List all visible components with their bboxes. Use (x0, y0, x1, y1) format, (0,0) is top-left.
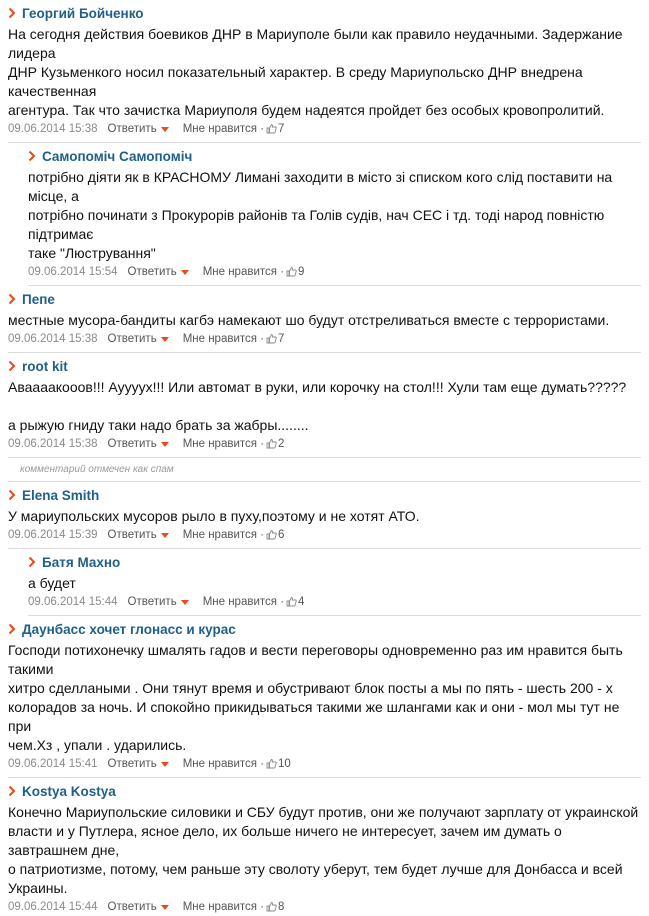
like-button[interactable]: Мне нравится · (182, 438, 265, 450)
reply-dropdown-icon[interactable] (161, 905, 169, 910)
comment (0, 616, 649, 778)
spam-notice: комментарий отмечен как спам (20, 464, 174, 475)
comment-reply (0, 549, 649, 616)
comment-date: 09.06.2014 15:38 (8, 123, 98, 135)
comment-body (28, 166, 641, 263)
comment-author[interactable]: Пепе (22, 291, 55, 307)
comment-body (8, 23, 641, 120)
comment (0, 353, 649, 458)
comment-meta (8, 120, 641, 138)
comment-line: На сегодня действия боевиков ДНР в Мариуполе были как правило неудачными. Задержание лидера (8, 26, 623, 61)
reply-dropdown-icon[interactable] (161, 762, 169, 767)
thumbs-up-icon[interactable] (266, 438, 277, 452)
comment-line: ДНР Кузьменкого носил показательный характер. В среду Мариупольско ДНР внедрена качественная (8, 64, 583, 99)
comment-meta (8, 526, 641, 544)
comment-line: а будет (28, 575, 76, 591)
comment (0, 778, 649, 916)
thumbs-up-icon[interactable] (266, 333, 277, 347)
comment-date: 09.06.2014 15:44 (28, 596, 118, 608)
comment-line: о патриотизме, потому, чем раньше эту сволоту уберут, тем будет лучше для Донбасса и всей (8, 861, 623, 877)
reply-dropdown-icon[interactable] (161, 442, 169, 447)
comment (0, 0, 649, 143)
comment-body (8, 639, 641, 755)
reply-button[interactable]: Ответить (107, 529, 157, 541)
reply-button[interactable]: Ответить (107, 123, 157, 135)
reply-dropdown-icon[interactable] (161, 127, 169, 132)
comment-body (8, 801, 641, 898)
like-button[interactable]: Мне нравится · (182, 123, 265, 135)
comment-line: Аваааакооов!!! Ауууух!!! Или автомат в руки, или корочку на стол!!! Хули там еще думать????? (8, 379, 627, 395)
thumbs-up-icon[interactable] (266, 901, 277, 915)
comment-line: Конечно Мариупольские силовики и СБУ будут против, они же получают зарплату от украинской (8, 804, 639, 820)
thumbs-up-icon[interactable] (286, 266, 297, 280)
comment-meta (8, 755, 641, 773)
like-button[interactable]: Мне нравится · (182, 529, 265, 541)
like-count: 7 (278, 333, 285, 345)
comment-date: 09.06.2014 15:38 (8, 438, 98, 450)
comment-line: У мариупольских мусоров рыло в пуху,поэтому и не хотят АТО. (8, 508, 420, 524)
like-button[interactable]: Мне нравится · (182, 758, 265, 770)
thumbs-up-icon[interactable] (266, 123, 277, 137)
comment (0, 286, 649, 353)
chevron-right-icon (28, 149, 38, 163)
comment-author[interactable]: Батя Махно (42, 554, 121, 570)
chevron-right-icon (8, 292, 18, 306)
divider (8, 457, 641, 458)
thumbs-up-icon[interactable] (266, 758, 277, 772)
comment-date: 09.06.2014 15:41 (8, 758, 98, 770)
like-button[interactable]: Мне нравится · (202, 596, 285, 608)
comment-body (8, 309, 641, 330)
reply-button[interactable]: Ответить (107, 901, 157, 913)
like-button[interactable]: Мне нравится · (182, 333, 265, 345)
reply-button[interactable]: Ответить (127, 596, 177, 608)
comment-line: хитро сделлаными . Они тянут время и обустривают блок посты а мы по пять - шесть 200 - х (8, 680, 613, 696)
reply-dropdown-icon[interactable] (161, 533, 169, 538)
like-count: 9 (298, 266, 305, 278)
comment-line: потрібно діяти як в КРАСНОМУ Лимані заходити в місто зі списком кого слід поставити на місце, а (28, 169, 613, 204)
chevron-right-icon (8, 6, 18, 20)
like-count: 4 (298, 596, 305, 608)
comment-meta (28, 263, 641, 281)
comment-meta (8, 898, 641, 916)
reply-button[interactable]: Ответить (107, 758, 157, 770)
comment-author[interactable]: Elena Smith (22, 487, 100, 503)
like-button[interactable]: Мне нравится · (182, 901, 265, 913)
comment-line: агентура. Так что зачистка Мариуполя будем надеятся пройдет без особых кровопролитий. (8, 102, 605, 118)
comment-author[interactable]: Самопоміч Самопоміч (42, 148, 193, 164)
reply-button[interactable]: Ответить (107, 438, 157, 450)
comment-line: чем.Хз , упали . ударились. (8, 737, 187, 753)
reply-dropdown-icon[interactable] (181, 270, 189, 275)
comment-author[interactable]: Kostya Kostya (22, 783, 116, 799)
comment-meta (28, 593, 641, 611)
comment-line: Украины. (8, 880, 68, 896)
comment-line: колорадов за ночь. И спокойно прикидываться такими же шлангами как и они - мол мы тут не при (8, 699, 620, 734)
chevron-right-icon (8, 488, 18, 502)
comment-body (8, 505, 641, 526)
comment-line: местные мусора-бандиты кагбэ намекают шо будут отстреливаться вместе с террористами. (8, 312, 610, 328)
comment-line: потрібно починати з Прокурорів районів та Голів судів, нач СЕС і тд. тоді народ повністю підтримає (28, 207, 605, 242)
thumbs-up-icon[interactable] (286, 596, 297, 610)
comment-line: а рыжую гниду таки надо брать за жабры........ (8, 417, 309, 433)
comment-meta (8, 435, 641, 453)
chevron-right-icon (8, 359, 18, 373)
reply-button[interactable]: Ответить (127, 266, 177, 278)
reply-dropdown-icon[interactable] (181, 600, 189, 605)
reply-button[interactable]: Ответить (107, 333, 157, 345)
comment-line: Господи потихонечку шмалять гадов и вести переговоры одновременно раз им нравится быть такими (8, 642, 623, 677)
comment-date: 09.06.2014 15:39 (8, 529, 98, 541)
comment-date: 09.06.2014 15:38 (8, 333, 98, 345)
comment-body (8, 376, 641, 435)
comment-body (28, 572, 641, 593)
like-count: 8 (278, 901, 285, 913)
chevron-right-icon (8, 622, 18, 636)
comment-date: 09.06.2014 15:54 (28, 266, 118, 278)
comment-reply (0, 143, 649, 286)
comment-line: власти и у Путлера, ясное дело, их больше ничего не интересует, зачем им думать о завтрашнем дне, (8, 823, 562, 858)
comment-line (8, 397, 641, 416)
comment (0, 482, 649, 549)
thumbs-up-icon[interactable] (266, 529, 277, 543)
like-button[interactable]: Мне нравится · (202, 266, 285, 278)
chevron-right-icon (28, 555, 38, 569)
comment-line: таке "Люстрування" (28, 245, 156, 261)
chevron-right-icon (8, 784, 18, 798)
comment-author[interactable]: Георгий Бойченко (22, 5, 144, 21)
comment-date: 09.06.2014 15:44 (8, 901, 98, 913)
reply-dropdown-icon[interactable] (161, 337, 169, 342)
comment-author[interactable]: root kit (22, 358, 68, 374)
like-count: 6 (278, 529, 285, 541)
like-count: 7 (278, 123, 285, 135)
comment-meta (8, 330, 641, 348)
comment-author[interactable]: Даунбасс хочет глонасс и курас (22, 621, 236, 637)
like-count: 2 (278, 438, 285, 450)
like-count: 10 (278, 758, 291, 770)
